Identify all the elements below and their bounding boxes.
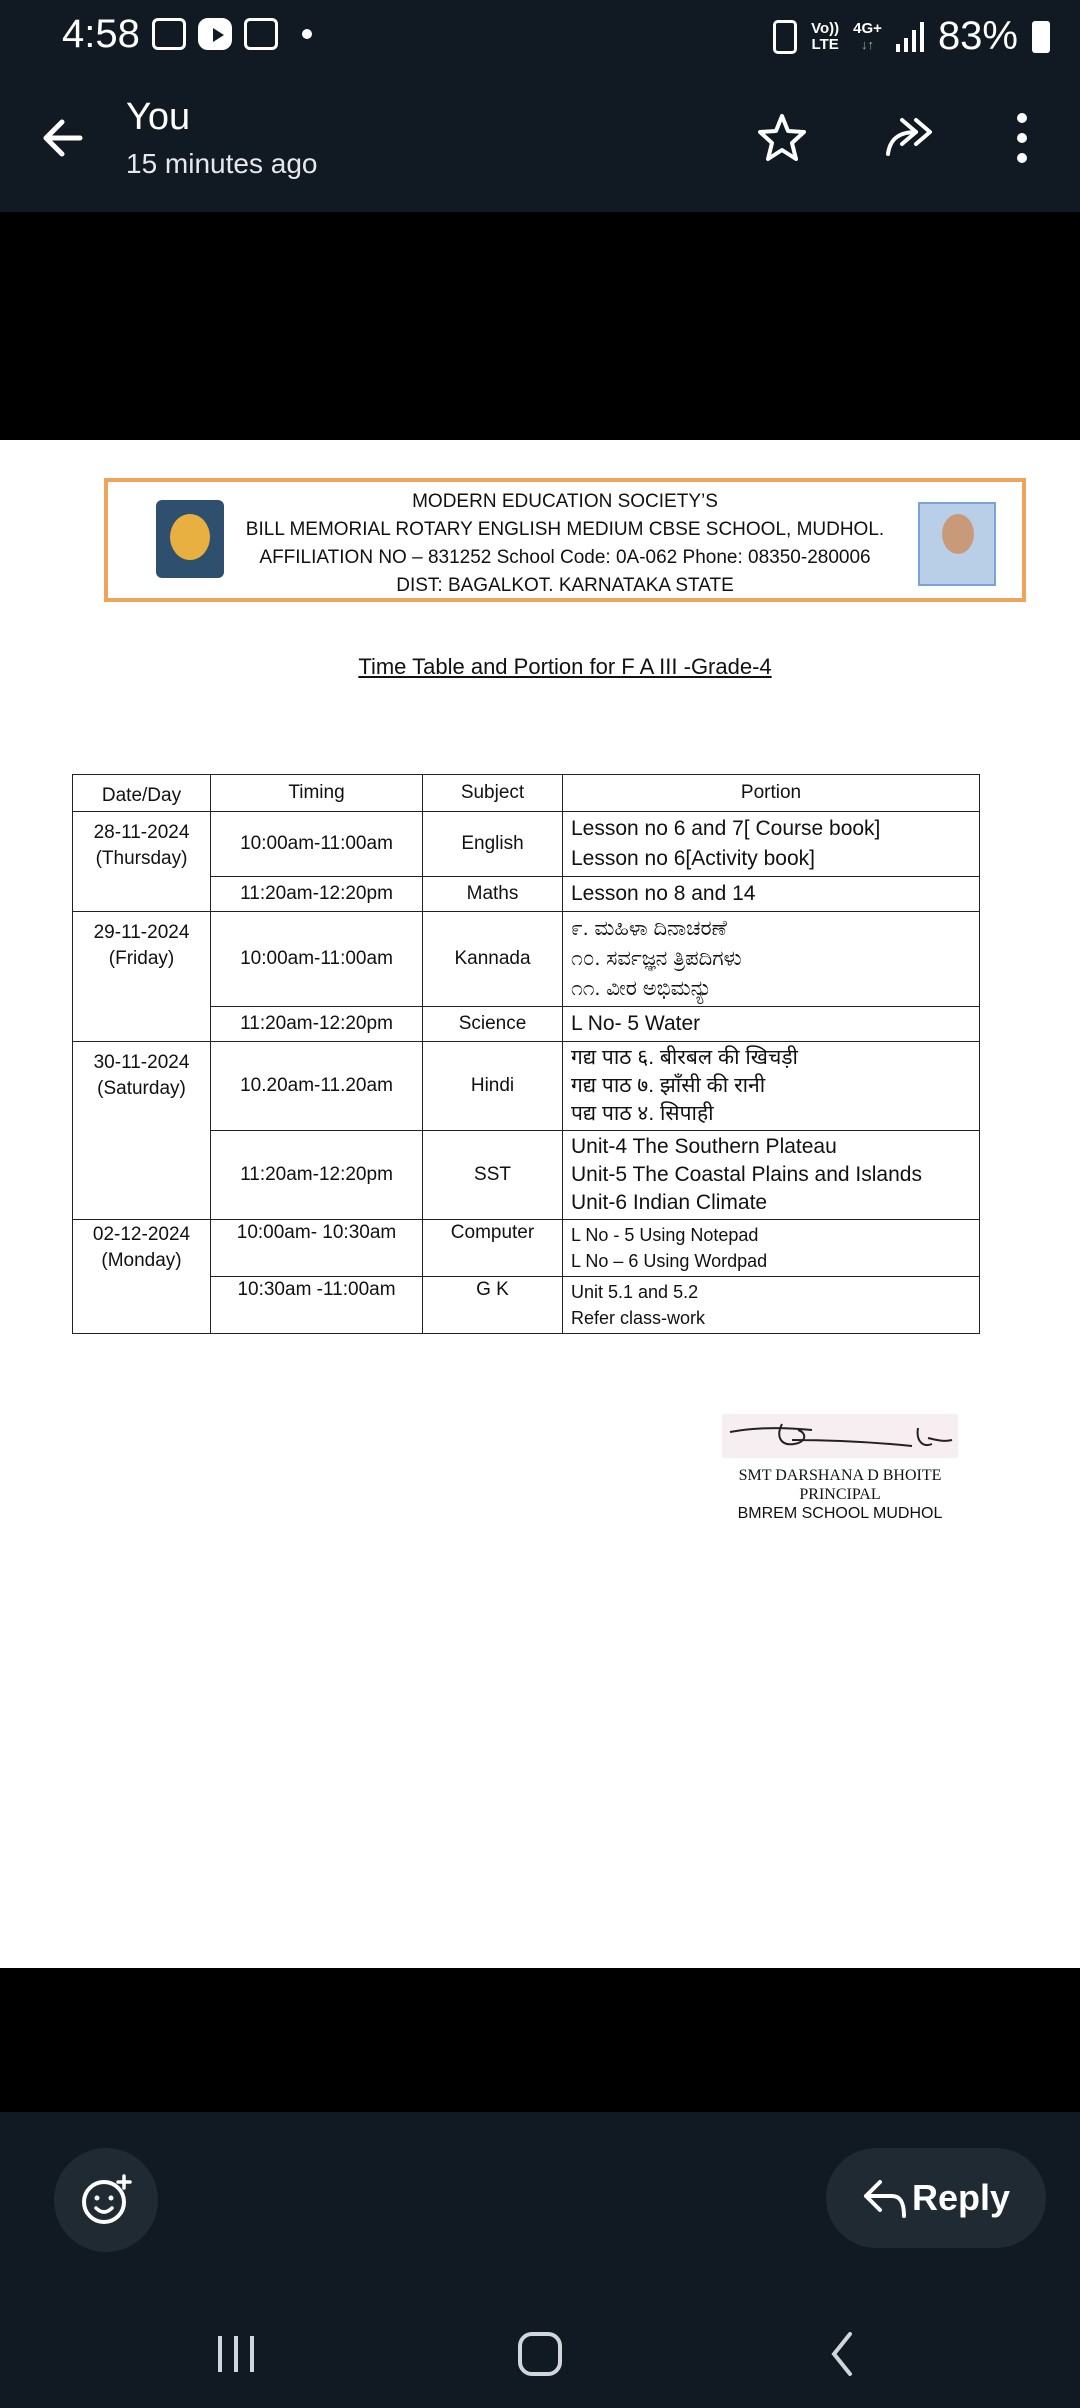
- date-cell: 28-11-2024 (Thursday): [73, 812, 211, 912]
- nfc-icon: [773, 20, 797, 54]
- notification-icons: [152, 18, 312, 50]
- subject-cell: Hindi: [423, 1042, 563, 1131]
- school-header: [104, 478, 1026, 602]
- subject-cell: Maths: [423, 877, 563, 912]
- status-right: [773, 14, 1050, 59]
- message-time: 15 minutes ago: [126, 148, 318, 179]
- battery-icon: [1032, 21, 1050, 53]
- timetable: [72, 774, 980, 1334]
- header-line: BILL MEMORIAL ROTARY ENGLISH MEDIUM CBSE SCHOOL, MUDHOL.: [245, 519, 885, 540]
- sender-name: You: [126, 96, 191, 138]
- back-nav-icon[interactable]: [822, 2326, 862, 2382]
- column-header: Subject: [423, 775, 563, 812]
- document-title: Time Table and Portion for F A III -Grade-4: [358, 654, 772, 679]
- subject-cell: Science: [423, 1007, 563, 1042]
- timing-cell: 10:00am-11:00am: [211, 912, 423, 1007]
- recent-apps-icon[interactable]: [214, 2326, 258, 2382]
- timing-cell: 10:00am- 10:30am: [211, 1220, 423, 1277]
- volte-indicator: Vo)) LTE: [811, 19, 840, 53]
- add-reaction-button[interactable]: [54, 2148, 158, 2252]
- battery-percent: 83%: [937, 14, 1018, 58]
- table-row: [73, 1042, 980, 1131]
- date-cell: 02-12-2024 (Monday): [73, 1220, 211, 1334]
- subject-cell: G K: [423, 1277, 563, 1334]
- bottom-bar: [0, 2112, 1080, 2408]
- system-navigation-bar: [0, 2320, 1080, 2408]
- subject-cell: English: [423, 812, 563, 877]
- table-header-row: [73, 775, 980, 812]
- school-header-text: [108, 488, 1022, 600]
- portion-cell: Lesson no 8 and 14: [563, 877, 980, 912]
- portion-cell: L No - 5 Using Notepad L No – 6 Using Wordpad: [563, 1220, 980, 1277]
- timing-cell: 10.20am-11.20am: [211, 1042, 423, 1131]
- back-arrow-icon[interactable]: [36, 110, 92, 166]
- portion-cell: Unit-4 The Southern Plateau Unit-5 The Coastal Plains and Islands Unit-6 Indian Climate: [563, 1131, 980, 1220]
- date-cell: 29-11-2024 (Friday): [73, 912, 211, 1042]
- forward-icon[interactable]: [880, 108, 940, 168]
- header-line: MODERN EDUCATION SOCIETY’S: [412, 491, 718, 512]
- reply-arrow-icon: [862, 2176, 908, 2220]
- table-row: [73, 1220, 980, 1277]
- reply-label: Reply: [912, 2177, 1011, 2218]
- principal-signature-block: [720, 1414, 960, 1523]
- subject-cell: Kannada: [423, 912, 563, 1007]
- timing-cell: 11:20am-12:20pm: [211, 1131, 423, 1220]
- column-header: Timing: [211, 775, 423, 812]
- youtube-icon: [198, 18, 232, 50]
- timing-cell: 11:20am-12:20pm: [211, 1007, 423, 1042]
- founder-photo: [918, 502, 996, 586]
- status-time: 4:58: [62, 12, 140, 56]
- column-header: Date/Day: [73, 775, 211, 812]
- portion-cell: Lesson no 6 and 7[ Course book] Lesson no 6[Activity book]: [563, 812, 980, 877]
- emoji-add-icon: [54, 2148, 158, 2252]
- table-row: [73, 812, 980, 877]
- calendar-icon: [244, 18, 278, 50]
- signal-icon: [896, 22, 924, 52]
- more-options-icon[interactable]: [992, 108, 1052, 168]
- timing-cell: 10:30am -11:00am: [211, 1277, 423, 1334]
- principal-role: PRINCIPAL: [799, 1486, 881, 1503]
- attached-document[interactable]: [0, 440, 1080, 1968]
- principal-name: SMT DARSHANA D BHOITE: [738, 1467, 942, 1484]
- portion-cell: गद्य पाठ ६. बीरबल की खिचड़ी गद्य पाठ ७. झाँसी की रानी पद्य पाठ ४. सिपाही: [563, 1042, 980, 1131]
- portion-cell: ೯. ಮಹಿಳಾ ದಿನಾಚರಣೆ ೧೦. ಸರ್ವಜ್ಞನ ತ್ರಿಪದಿಗಳು ೧೧. ವೀರ ಅಭಿಮನ್ಯು: [563, 912, 980, 1007]
- home-icon[interactable]: [512, 2326, 568, 2382]
- reply-button[interactable]: [826, 2148, 1046, 2248]
- more-notifications-dot-icon: [302, 29, 312, 39]
- date-cell: 30-11-2024 (Saturday): [73, 1042, 211, 1220]
- timing-cell: 11:20am-12:20pm: [211, 877, 423, 912]
- portion-cell: L No- 5 Water: [563, 1007, 980, 1042]
- star-icon[interactable]: [752, 108, 812, 168]
- subject-cell: Computer: [423, 1220, 563, 1277]
- timing-cell: 10:00am-11:00am: [211, 812, 423, 877]
- header-line: AFFILIATION NO – 831252 School Code: 0A-062 Phone: 08350-280006: [259, 547, 871, 568]
- header-line: DIST: BAGALKOT. KARNATAKA STATE: [396, 575, 734, 596]
- column-header: Portion: [563, 775, 980, 812]
- table-row: [73, 912, 980, 1007]
- network-type: 4G+ ↓↑: [853, 19, 882, 52]
- handwritten-signature: [722, 1414, 958, 1458]
- principal-school: BMREM SCHOOL MUDHOL: [737, 1505, 943, 1522]
- portion-cell: Unit 5.1 and 5.2 Refer class-work: [563, 1277, 980, 1334]
- app-bar: [0, 70, 1080, 212]
- status-bar: [0, 0, 1080, 70]
- gallery-icon: [152, 18, 186, 50]
- subject-cell: SST: [423, 1131, 563, 1220]
